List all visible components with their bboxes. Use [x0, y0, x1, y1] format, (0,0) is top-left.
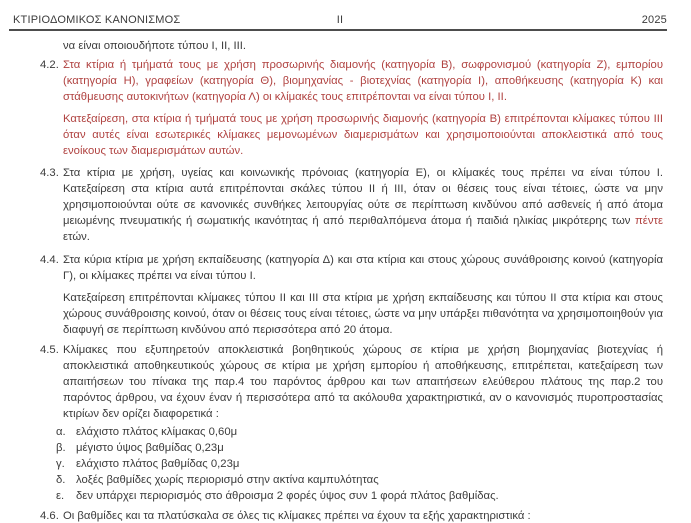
section-4-3-highlighted-word: πέντε: [635, 215, 663, 227]
header-divider: [9, 29, 667, 31]
section-4-6-text: Οι βαθμίδες και τα πλατύσκαλα σε όλες τις κλίμακες πρέπει να έχουν τα εξής χαρακτηριστικά :: [63, 510, 531, 522]
section-4-3-number: 4.3.: [40, 167, 59, 179]
list-item-text: ελάχιστο πλάτος κλίμακας 0,60μ: [76, 426, 238, 438]
list-item: [0, 488, 691, 504]
list-item: [0, 456, 691, 472]
list-item-letter: ε.: [56, 490, 65, 502]
section-4-4-text-2: Κατεξαίρεση επιτρέπονται κλίμακες τύπου ΙΙ και ΙΙΙ στα κτίρια με χρήση εκπαίδευσης και τύπου ΙΙ στα κτίρια και στους χώρους συνάθροισης κοινού, όταν οι θέσεις τους είναι τέτοιες, ώστε να μην υπάρξει πιθανότητα να χρησιμοποιηθούν για διαφυγή σε περίπτωση κινδύνου από περισσότερα από 20 άτομα.: [63, 292, 663, 336]
list-item-letter: γ.: [56, 458, 65, 470]
section-4-6-number: 4.6.: [40, 510, 59, 522]
list-item-letter: β.: [56, 442, 66, 454]
section-4-4-paragraph-2: [0, 290, 691, 338]
list-item: [0, 472, 691, 488]
header-page-number: II: [336, 14, 344, 26]
list-item-text: μέγιστο ύψος βαθμίδας 0,23μ: [76, 442, 224, 454]
list-item: [0, 440, 691, 456]
characteristics-list: [0, 424, 691, 504]
section-4-4-paragraph-1: [0, 252, 691, 284]
section-4-2-text-2: Κατεξαίρεση, στα κτίρια ή τμήματά τους με χρήση προσωρινής διαμονής (κατηγορία Β) επιτρέπονται κλίμακες τύπου ΙΙΙ όταν αυτές είναι εσωτερικές κλίμακες μεμονωμένων διαμερισμάτων και χρησιμοποιούνται αποκλειστικά από τους ενοίκους των διαμερισμάτων αυτών.: [63, 113, 663, 157]
header-year: 2025: [641, 14, 668, 26]
section-4-2-paragraph-2: [0, 111, 691, 159]
continued-paragraph-line: [0, 38, 691, 54]
list-item-text: λοξές βαθμίδες χωρίς περιορισμό στην ακτίνα καμπυλότητας: [76, 474, 379, 486]
section-4-2-paragraph-1: [0, 57, 691, 105]
section-4-5-text: Κλίμακες που εξυπηρετούν αποκλειστικά βοηθητικούς χώρους σε κτίρια με χρήση βιομηχανίας βιοτεχνίας ή αποκλειστικά αποθηκευτικούς χώρους σε κτίρια με χρήση εμπορίου ή αποθήκευσης, επιτρέπεται, κατεξαίρεση των απαιτήσεων του πίνακα της παρ.4 του παρόντος άρθρου και των απαιτήσεων ελεύθερου πλάτους της παρ.2 του παρόντος άρθρου, να έχουν έναν ή περισσότερα από τα ακόλουθα χαρακτηριστικά, αν ο κανονισμός πυροπροστασίας κτιρίων δεν ορίζει διαφορετικά :: [63, 344, 663, 420]
list-item-text: ελάχιστο πλάτος βαθμίδας 0,23μ: [76, 458, 240, 470]
section-4-4-number: 4.4.: [40, 254, 59, 266]
continued-text: να είναι οποιουδήποτε τύπου Ι, ΙΙ, ΙΙΙ.: [63, 40, 247, 52]
header-document-title: ΚΤΙΡΙΟΔΟΜΙΚΟΣ ΚΑΝΟΝΙΣΜΟΣ: [13, 14, 181, 26]
page-header: [13, 14, 667, 26]
list-item: [0, 424, 691, 440]
section-4-3-text-after: ετών.: [63, 231, 90, 243]
document-body: [0, 38, 691, 523]
section-4-4-text-1: Στα κύρια κτίρια με χρήση εκπαίδευσης (κατηγορία Δ) και στα κτίρια και στους χώρους συνάθροισης κοινού (κατηγορία Γ), οι κλίμακες πρέπει να είναι τύπου Ι.: [63, 254, 663, 282]
section-4-2-number: 4.2.: [40, 59, 59, 71]
section-4-5-number: 4.5.: [40, 344, 59, 356]
list-item-letter: δ.: [56, 474, 66, 486]
list-item-text: δεν υπάρχει περιορισμός στο άθροισμα 2 φορές ύψος συν 1 φορά πλάτος βαθμίδας.: [76, 490, 499, 502]
list-item-letter: α.: [56, 426, 66, 438]
section-4-3-text-before: Στα κτίρια με χρήση, υγείας και κοινωνικής πρόνοιας (κατηγορία Ε), οι κλίμακές τους πρέπει να είναι τύπου Ι. Κατεξαίρεση στα κτίρια αυτά επιτρέπονται σκάλες τύπου ΙΙ ή ΙΙΙ, όταν οι θέσεις τους είναι τέτοιες, ώστε να μην χρησιμοποιούνται ούτε σε κανονικές συνθήκες λειτουργίας ούτε σε περίπτωση κινδύνου από ασθενείς ή από άτομα μειωμένης πνευματικής ή σωματικής ικανότητας ή από περιθαλπόμενα άτομα ή παιδιά ηλικίας μικρότερης των: [63, 167, 663, 227]
section-4-2-text-1: Στα κτίρια ή τμήματά τους με χρήση προσωρινής διαμονής (κατηγορία Β), σωφρονισμού (κατηγορία Ζ), εμπορίου (κατηγορία Η), γραφείων (κατηγορία Θ), βιομηχανίας - βιοτεχνίας (κατηγορία Ι), αποθήκευσης (κατηγορία Κ) και στάθμευσης αυτοκινήτων (κατηγορία Λ) οι κλίμακές τους επιτρέπονται να είναι τύπου Ι, ΙΙ.: [63, 59, 663, 103]
section-4-5-paragraph: [0, 342, 691, 422]
section-4-6-paragraph: [0, 508, 691, 523]
section-4-3-paragraph: [0, 165, 691, 245]
